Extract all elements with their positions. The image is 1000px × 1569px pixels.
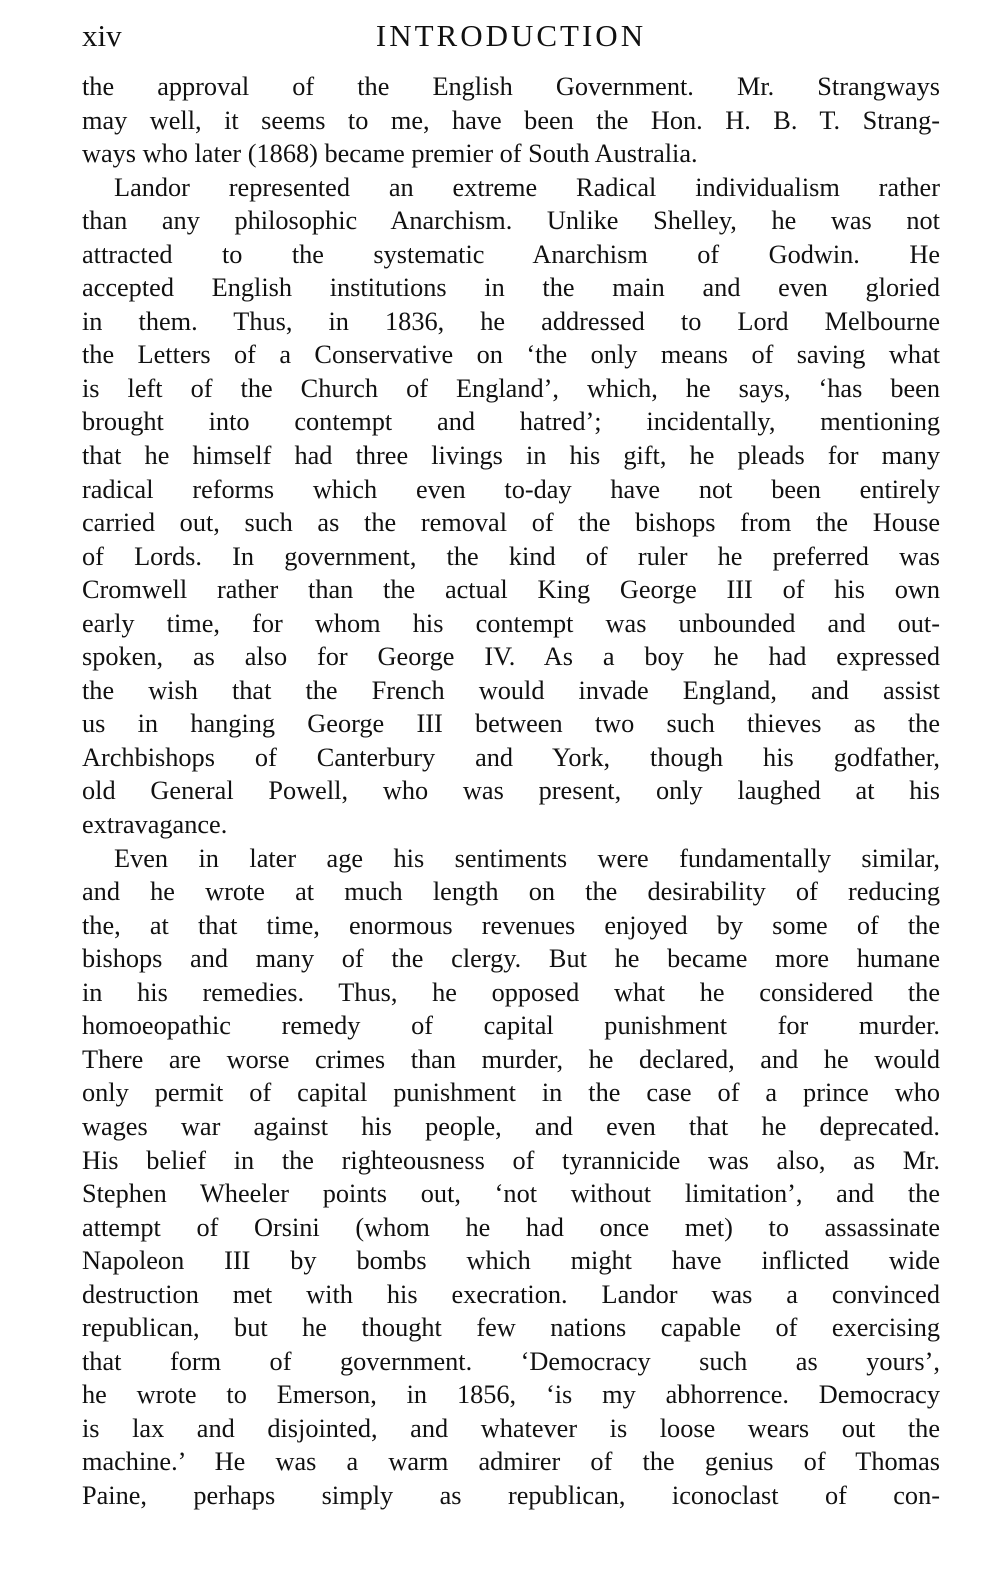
text-line: Cromwell rather than the actual King George III of his own: [82, 575, 940, 605]
text-line: Landor represented an extreme Radical individualism rather: [114, 172, 940, 202]
text-line: the approval of the English Government. Mr. Strangways: [82, 72, 940, 101]
text-line: that form of government. ‘Democracy such as yours’,: [82, 1346, 940, 1376]
text-line: attempt of Orsini (whom he had once met) to assassinate: [82, 1212, 940, 1242]
text-line: republican, but he thought few nations capable of exercising: [82, 1313, 940, 1343]
text-line: may well, it seems to me, have been the Hon. H. B. T. Strang-: [82, 105, 940, 135]
running-head: [82, 14, 940, 58]
text-line: is lax and disjointed, and whatever is loose wears out the: [82, 1413, 940, 1443]
text-line: Archbishops of Canterbury and York, though his godfather,: [82, 742, 940, 772]
text-line: the wish that the French would invade England, and assist: [82, 675, 940, 705]
page-number: xiv: [82, 18, 122, 53]
text-line: Napoleon III by bombs which might have inflicted wide: [82, 1246, 940, 1276]
paragraph-3: [82, 842, 940, 1513]
text-line: carried out, such as the removal of the bishops from the House: [82, 508, 940, 538]
text-line: us in hanging George III between two such thieves as the: [82, 709, 940, 739]
text-line: in his remedies. Thus, he opposed what he considered the: [82, 977, 940, 1007]
text-line: radical reforms which even to-day have not been entirely: [82, 474, 940, 504]
section-title: INTRODUCTION: [375, 18, 647, 53]
text-line: wages war against his people, and even that he deprecated.: [82, 1111, 940, 1141]
text-line: Stephen Wheeler points out, ‘not without limitation’, and the: [82, 1179, 940, 1209]
text-line: only permit of capital punishment in the case of a prince who: [82, 1078, 940, 1108]
text-line: homoeopathic remedy of capital punishment for murder.: [82, 1011, 940, 1041]
text-line: and he wrote at much length on the desirability of reducing: [82, 877, 940, 907]
text-line: Paine, perhaps simply as republican, iconoclast of con-: [82, 1480, 940, 1510]
text-line: in them. Thus, in 1836, he addressed to Lord Melbourne: [82, 306, 940, 336]
text-line: that he himself had three livings in his gift, he pleads for many: [82, 441, 940, 471]
text-line: is left of the Church of England’, which, he says, ‘has been: [82, 373, 940, 403]
text-line: spoken, as also for George IV. As a boy he had expressed: [82, 642, 940, 672]
text-line: the, at that time, enormous revenues enjoyed by some of the: [82, 910, 940, 940]
text-line: There are worse crimes than murder, he declared, and he would: [82, 1044, 940, 1074]
body-text: [82, 70, 940, 1513]
text-line: Even in later age his sentiments were fundamentally similar,: [114, 843, 940, 873]
text-line: machine.’ He was a warm admirer of the genius of Thomas: [82, 1447, 940, 1477]
text-line: old General Powell, who was present, only laughed at his: [82, 776, 940, 806]
text-line: he wrote to Emerson, in 1856, ‘is my abhorrence. Democracy: [82, 1380, 940, 1410]
text-line: bishops and many of the clergy. But he became more humane: [82, 944, 940, 974]
text-line: His belief in the righteousness of tyrannicide was also, as Mr.: [82, 1145, 940, 1175]
text-line: the Letters of a Conservative on ‘the only means of saving what: [82, 340, 940, 370]
text-line: ways who later (1868) became premier of South Australia.: [82, 139, 698, 169]
text-line: destruction met with his execration. Landor was a convinced: [82, 1279, 940, 1309]
text-line: of Lords. In government, the kind of ruler he preferred was: [82, 541, 940, 571]
text-line: brought into contempt and hatred’; incidentally, mentioning: [82, 407, 940, 437]
text-line: attracted to the systematic Anarchism of Godwin. He: [82, 239, 940, 269]
text-line: extravagance.: [82, 810, 228, 840]
book-page: [82, 14, 940, 1513]
paragraph-1: [82, 70, 940, 171]
paragraph-2: [82, 171, 940, 842]
text-line: than any philosophic Anarchism. Unlike Shelley, he was not: [82, 206, 940, 236]
text-line: early time, for whom his contempt was unbounded and out-: [82, 608, 940, 638]
text-line: accepted English institutions in the main and even gloried: [82, 273, 940, 303]
